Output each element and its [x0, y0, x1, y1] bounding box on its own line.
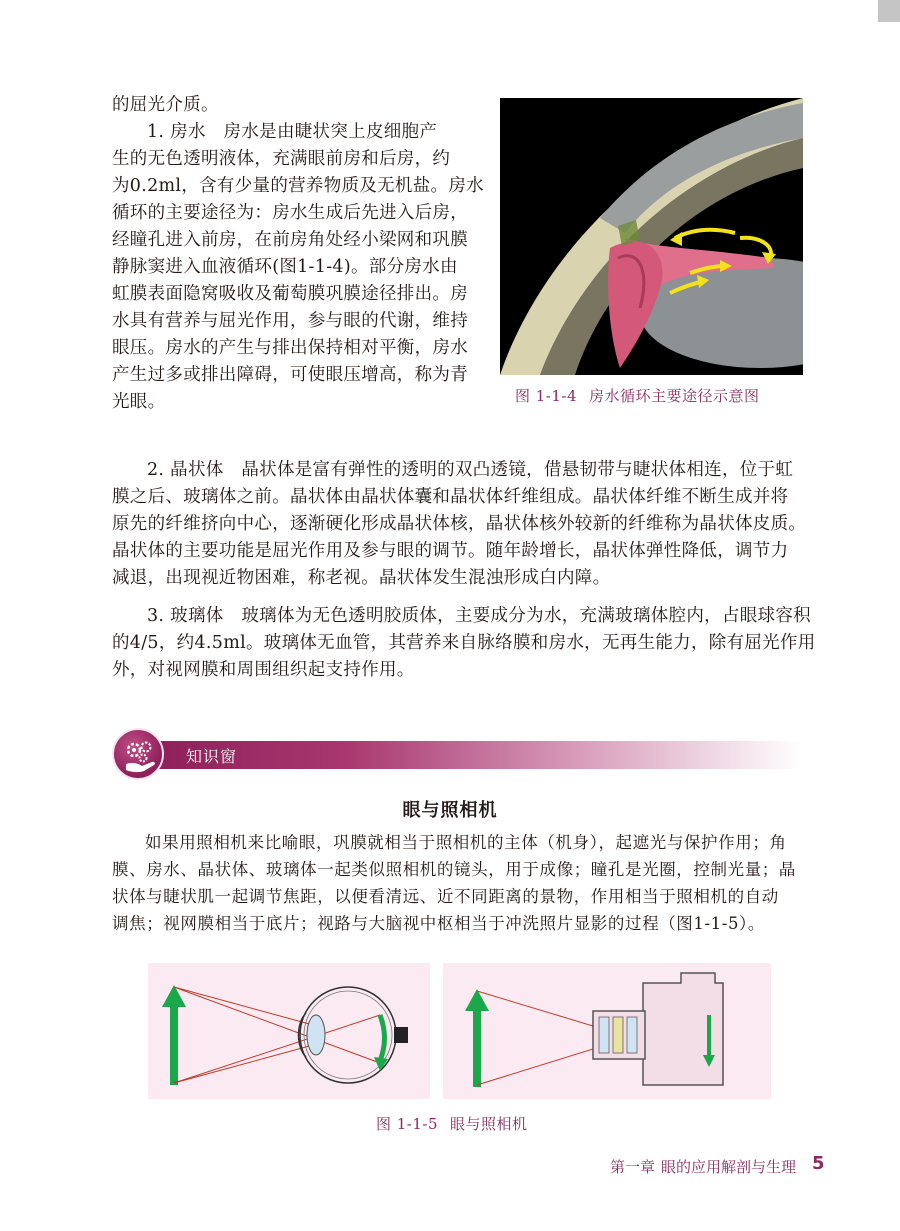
figure-number: 图 1-1-5 [376, 1115, 439, 1133]
running-footer [610, 1156, 802, 1177]
text-line: 产生过多或排出障碍，可使眼压增高，称为青 [112, 365, 468, 385]
text-line: 调焦；视网膜相当于底片；视路与大脑视中枢相当于冲洗照片显影的过程（图1-1-5）。 [112, 914, 765, 933]
text-line: 减退，出现视近物困难，称老视。晶状体发生混浊形成白内障。 [112, 568, 611, 588]
text-line: 外，对视网膜和周围组织起支持作用。 [112, 660, 415, 680]
paragraph-aqueous-humor [112, 92, 484, 416]
banner-bar [152, 741, 802, 769]
eye-optics-diagram [148, 963, 430, 1099]
text-line: 生的无色透明液体，充满眼前房和后房，约 [112, 149, 451, 169]
text-line: 的屈光介质。 [112, 95, 219, 115]
chapter-number: 第一章 [610, 1158, 656, 1176]
text-line: 光眼。 [112, 392, 166, 412]
text-line: 膜、房水、晶状体、玻璃体一起类似照相机的镜头，用于成像；瞳孔是光圈，控制光量；晶 [112, 860, 796, 879]
paragraph-vitreous [112, 603, 816, 684]
paragraph-lens [112, 457, 806, 592]
text-line: 水具有营养与屈光作用，参与眼的代谢，维持 [112, 311, 468, 331]
text-line: 膜之后、玻璃体之前。晶状体由晶状体囊和晶状体纤维组成。晶状体纤维不断生成并将 [112, 487, 789, 507]
knowledge-window-banner [112, 728, 802, 780]
text-line: 经瞳孔进入前房，在前房角处经小梁网和巩膜 [112, 230, 468, 250]
text-line: 晶状体的主要功能是屈光作用及参与眼的调节。随年龄增长，晶状体弹性降低，调节力 [112, 541, 789, 561]
figure-number: 图 1-1-4 [515, 387, 578, 405]
text-line: 如果用照相机来比喻眼，巩膜就相当于照相机的主体（机身），起遮光与保护作用；角 [145, 833, 787, 852]
chapter-title: 眼的应用解剖与生理 [661, 1158, 797, 1176]
text-line: 眼压。房水的产生与排出保持相对平衡，房水 [112, 338, 468, 358]
page-number: 5 [812, 1153, 825, 1174]
text-line: 虹膜表面隐窝吸收及葡萄膜巩膜途径排出。房 [112, 284, 468, 304]
page-corner-tab [878, 0, 900, 22]
camera-optics-diagram [443, 963, 771, 1099]
figure-title: 眼与照相机 [450, 1115, 528, 1133]
text-line: 1. 房水 房水是由睫状突上皮细胞产 [147, 122, 438, 142]
text-line: 的4/5，约4.5ml。玻璃体无血管，其营养来自脉络膜和房水，无再生能力，除有屈光作用 [112, 633, 816, 653]
figure-caption [515, 385, 772, 406]
knowledge-box-title: 眼与照相机 [402, 800, 498, 821]
text-line: 2. 晶状体 晶状体是富有弹性的透明的双凸透镜，借悬韧带与睫状体相连，位于虹 [147, 460, 794, 480]
text-line: 循环的主要途径为：房水生成后先进入后房， [112, 203, 468, 223]
aqueous-circulation-illustration [500, 98, 803, 375]
text-line: 为0.2ml，含有少量的营养物质及无机盐。房水 [112, 176, 484, 196]
text-line: 静脉窦进入血液循环(图1-1-4)。部分房水由 [112, 257, 458, 277]
gears-hand-icon [112, 728, 164, 780]
text-line: 原先的纤维挤向中心，逐渐硬化形成晶状体核，晶状体核外较新的纤维称为晶状体皮质。 [112, 514, 807, 534]
figure-caption [376, 1113, 540, 1134]
figure-title: 房水循环主要途径示意图 [589, 387, 760, 405]
text-line: 状体与睫状肌一起调节焦距，以便看清远、近不同距离的景物，作用相当于照相机的自动 [112, 887, 779, 906]
text-line: 3. 玻璃体 玻璃体为无色透明胶质体，主要成分为水，充满玻璃体腔内，占眼球容积 [147, 606, 811, 626]
knowledge-paragraph [112, 829, 796, 937]
knowledge-window-label: 知识窗 [186, 747, 238, 766]
